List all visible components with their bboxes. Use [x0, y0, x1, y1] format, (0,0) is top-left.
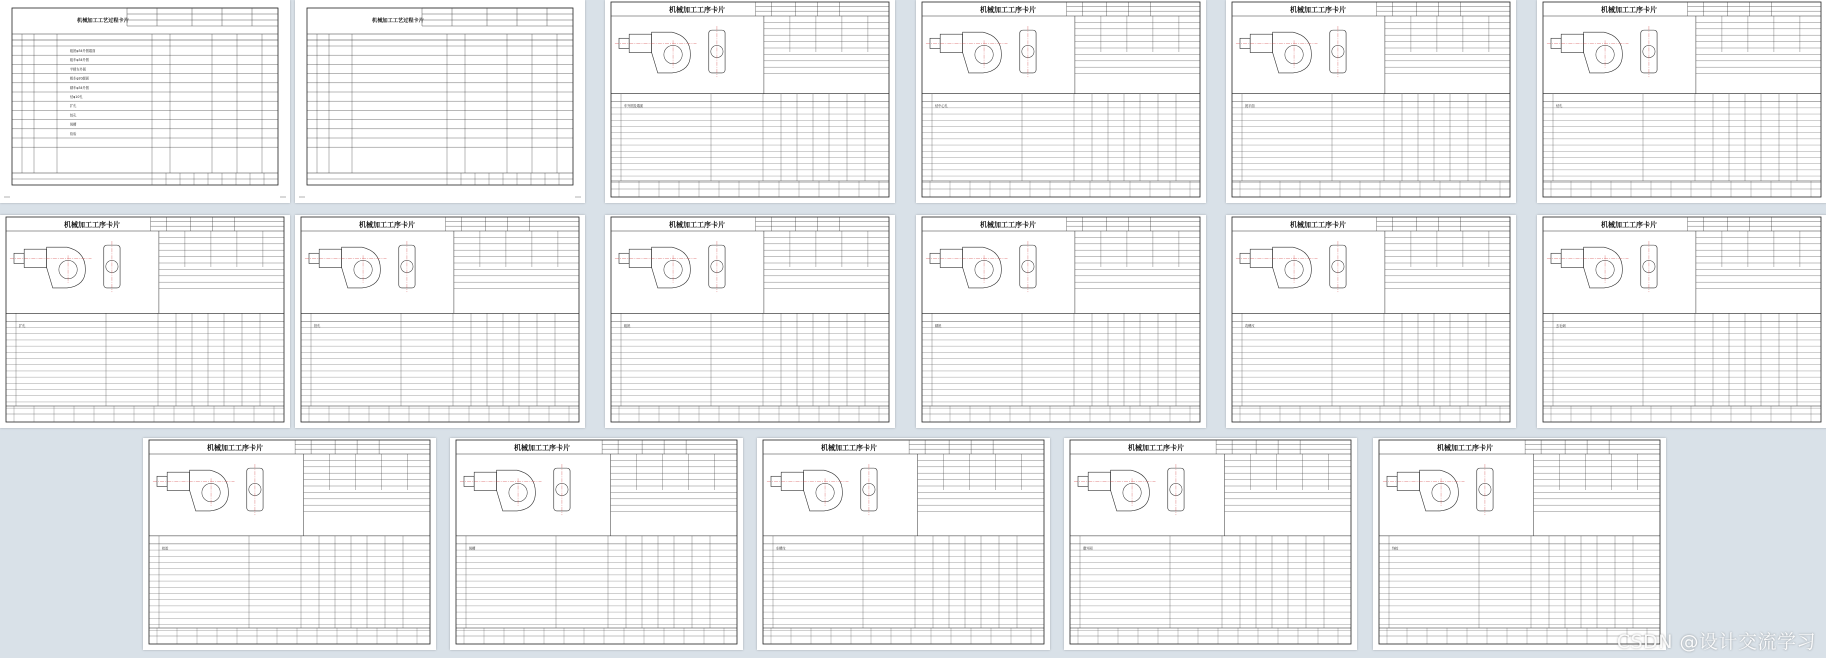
card-sheet: [1226, 215, 1516, 428]
part-drawing: [1074, 464, 1184, 515]
part-drawing: [460, 464, 570, 515]
card-sheet: [757, 438, 1050, 650]
overview-row-text: 粗铣φ34外圆端面: [70, 49, 96, 53]
card-sheet: [295, 215, 585, 428]
card-sheet: [1064, 438, 1357, 650]
card-sheet: [1373, 438, 1666, 650]
overview-row-text: 检验: [70, 131, 77, 136]
process-step-text: 终检: [1392, 546, 1399, 551]
process-card-page[interactable]: [1064, 438, 1357, 650]
overview-card-page[interactable]: [295, 0, 585, 203]
process-card-page[interactable]: [1537, 0, 1826, 203]
part-drawing: [1547, 26, 1657, 77]
overview-title: 机械加工工艺过程卡片: [372, 18, 424, 24]
overview-row-text: 铰孔: [70, 113, 77, 118]
process-step-text: 车螺纹: [776, 546, 786, 551]
card-title: 机械加工工序卡片: [1290, 6, 1346, 14]
card-sheet: [605, 215, 895, 428]
overview-card-page[interactable]: [0, 0, 290, 203]
card-sheet: [0, 0, 290, 203]
card-sheet: [450, 438, 743, 650]
overview-row-text: 扩孔: [70, 104, 77, 109]
part-drawing: [305, 241, 415, 292]
card-title: 机械加工工序卡片: [1437, 444, 1493, 452]
part-drawing: [615, 26, 725, 77]
part-drawing: [10, 241, 120, 292]
card-title: 机械加工工序卡片: [980, 221, 1036, 229]
part-drawing: [767, 464, 877, 515]
card-title: 机械加工工序卡片: [1601, 221, 1657, 229]
card-title: 机械加工工序卡片: [64, 221, 120, 229]
process-card-page[interactable]: [916, 0, 1206, 203]
card-title: 机械加工工序卡片: [207, 444, 263, 452]
process-step-text: 铰孔: [314, 323, 321, 328]
card-sheet: [1537, 215, 1826, 428]
card-title: 机械加工工序卡片: [669, 6, 725, 14]
process-step-text: 铣平面: [1245, 104, 1255, 109]
card-title: 机械加工工序卡片: [1290, 221, 1346, 229]
overview-row-text: 精车φ34外圆: [70, 85, 89, 90]
card-sheet: [143, 438, 436, 650]
overview-row-text: 粗车φ34外圆: [70, 58, 89, 63]
process-card-page[interactable]: [605, 215, 895, 428]
card-sheet: [1537, 0, 1826, 203]
process-step-text: 钻中心孔: [935, 104, 948, 109]
card-title: 机械加工工序卡片: [821, 444, 877, 452]
process-step-text: 车外圆及端面: [624, 104, 644, 109]
card-title: 机械加工工序卡片: [1601, 6, 1657, 14]
card-title: 机械加工工序卡片: [669, 221, 725, 229]
part-drawing: [1383, 464, 1493, 515]
part-drawing: [1236, 26, 1346, 77]
card-title: 机械加工工序卡片: [980, 6, 1036, 14]
process-step-text: 攻螺纹: [1245, 323, 1255, 328]
card-sheet: [605, 0, 895, 203]
part-drawing: [1236, 241, 1346, 292]
card-sheet: [916, 0, 1206, 203]
card-title: 机械加工工序卡片: [514, 444, 570, 452]
csdn-watermark: CSDN @设计交流学习: [1616, 631, 1816, 653]
process-step-text: 铣槽: [469, 546, 476, 551]
process-card-page[interactable]: [0, 215, 290, 428]
part-drawing: [153, 464, 263, 515]
process-card-page[interactable]: [916, 215, 1206, 428]
process-card-page[interactable]: [1537, 215, 1826, 428]
card-title: 机械加工工序卡片: [359, 221, 415, 229]
part-drawing: [926, 26, 1036, 77]
overview-row-text: 铣槽: [70, 122, 77, 127]
process-card-page[interactable]: [605, 0, 895, 203]
part-drawing: [615, 241, 725, 292]
card-sheet: [916, 215, 1206, 428]
card-sheet: [0, 215, 290, 428]
overview-row-text: 钻φ10孔: [70, 95, 83, 99]
process-card-page[interactable]: [1226, 0, 1516, 203]
part-drawing: [1547, 241, 1657, 292]
process-step-text: 磨外圆: [1083, 546, 1093, 551]
overview-row-text: 半精车外圆: [70, 67, 86, 72]
card-sheet: [1226, 0, 1516, 203]
overview-row-text: 粗车φ20端面: [70, 76, 89, 81]
process-step-text: 扩孔: [19, 323, 26, 328]
card-title: 机械加工工序卡片: [1128, 444, 1184, 452]
process-step-text: 检验: [162, 546, 169, 551]
process-card-page[interactable]: [1226, 215, 1516, 428]
process-step-text: 钻孔: [1556, 104, 1563, 109]
process-card-page[interactable]: [295, 215, 585, 428]
process-step-text: 精铣: [935, 323, 942, 328]
process-card-page[interactable]: [143, 438, 436, 650]
card-sheet: [295, 0, 585, 203]
process-card-page[interactable]: [757, 438, 1050, 650]
overview-title: 机械加工工艺过程卡片: [77, 18, 129, 24]
process-step-text: 去毛刺: [1556, 323, 1566, 328]
process-card-page[interactable]: [450, 438, 743, 650]
part-drawing: [926, 241, 1036, 292]
process-step-text: 粗铣: [624, 323, 631, 328]
process-card-page[interactable]: [1373, 438, 1666, 650]
